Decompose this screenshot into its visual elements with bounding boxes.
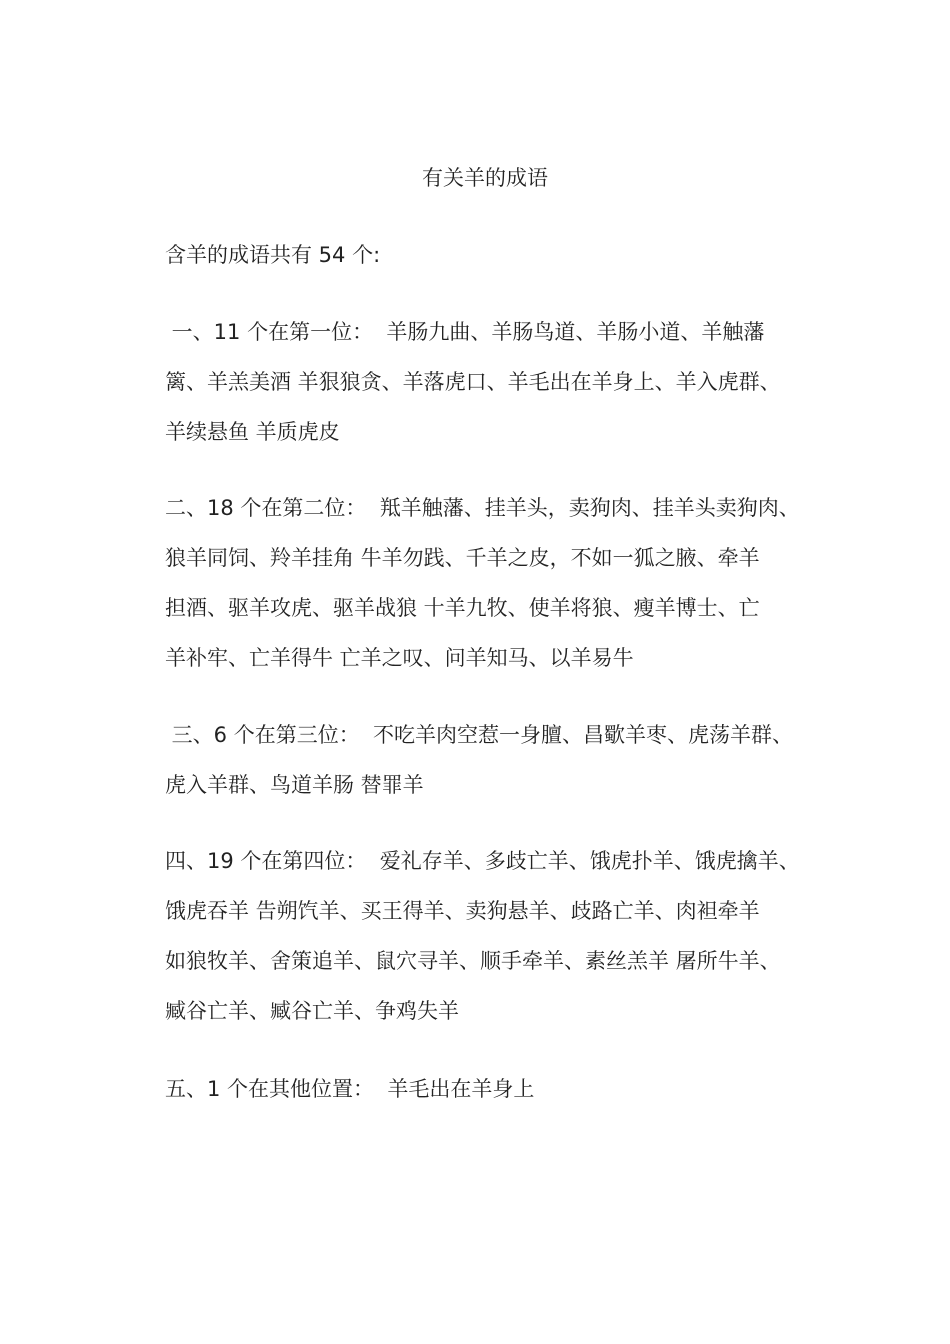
section-other-position (165, 1064, 825, 1114)
document-title: 有关羊的成语 (422, 166, 548, 190)
section-line: 一、11 个在第一位： 羊肠九曲、羊肠鸟道、羊肠小道、羊触藩 (165, 320, 765, 344)
section-first-position (165, 307, 825, 457)
section-line: 担酒、驱羊攻虎、驱羊战狼 十羊九牧、使羊将狼、瘦羊博士、亡 (165, 596, 760, 620)
section-line: 篱、羊羔美酒 羊狠狼贪、羊落虎口、羊毛出在羊身上、羊入虎群、 (165, 370, 781, 394)
section-line: 羊续悬鱼 羊质虎皮 (165, 420, 340, 444)
section-line: 羊补牢、亡羊得牛 亡羊之叹、问羊知马、以羊易牛 (165, 646, 634, 670)
section-line: 五、1 个在其他位置： 羊毛出在羊身上 (165, 1077, 535, 1101)
section-line: 二、18 个在第二位： 羝羊触藩、挂羊头，卖狗肉、挂羊头卖狗肉、 (165, 496, 800, 520)
section-second-position (165, 483, 825, 683)
section-line: 饿虎吞羊 告朔饩羊、买王得羊、卖狗悬羊、歧路亡羊、肉袒牵羊 (165, 899, 760, 923)
section-line: 四、19 个在第四位： 爱礼存羊、多歧亡羊、饿虎扑羊、饿虎擒羊、 (165, 849, 800, 873)
section-fourth-position (165, 836, 825, 1036)
section-line: 虎入羊群、鸟道羊肠 替罪羊 (165, 773, 424, 797)
section-third-position (165, 710, 825, 810)
section-line: 如狼牧羊、舍策追羊、鼠穴寻羊、顺手牵羊、素丝羔羊 屠所牛羊、 (165, 949, 781, 973)
section-line: 三、6 个在第三位： 不吃羊肉空惹一身膻、昌歜羊枣、虎荡羊群、 (165, 723, 794, 747)
section-line: 狼羊同饲、羚羊挂角 牛羊勿践、千羊之皮，不如一狐之腋、牵羊 (165, 546, 760, 570)
intro-paragraph: 含羊的成语共有 54 个: (165, 243, 381, 267)
section-line: 臧谷亡羊、臧谷亡羊、争鸡失羊 (165, 999, 459, 1023)
